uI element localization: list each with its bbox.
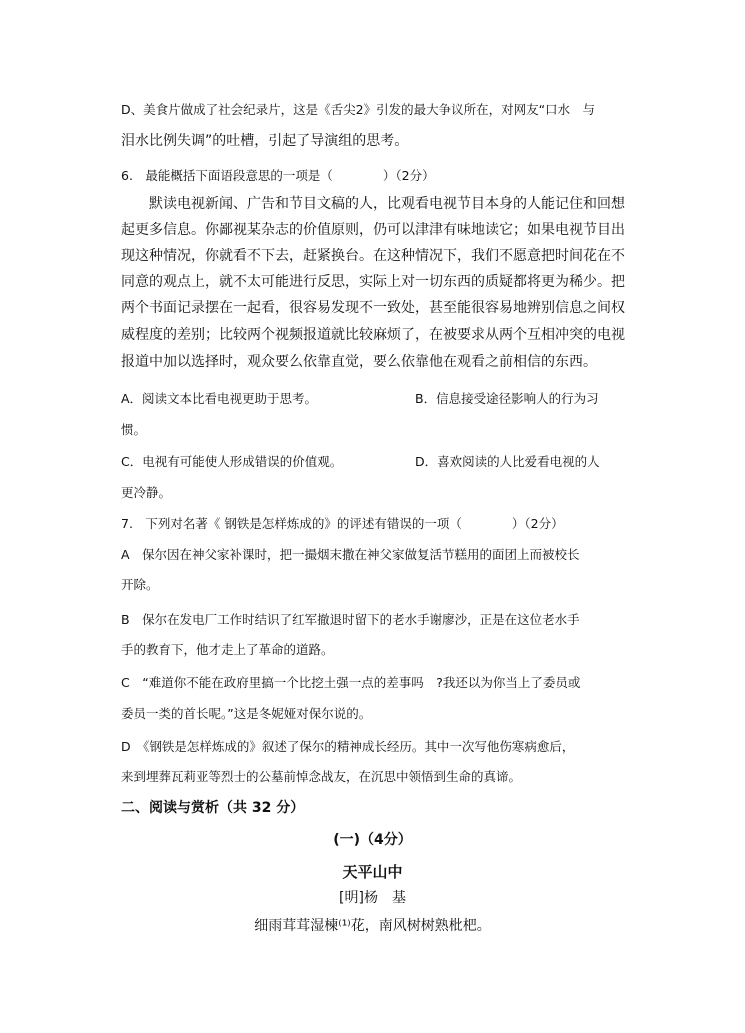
q6-passage-line: 同意的观点上，就不太可能进行反思，实际上对一切东西的质疑都将更为稀少。把	[121, 274, 625, 290]
subsection-heading: (一)（4分）	[333, 832, 412, 848]
q6-option-a: A．阅读文本比看电视更助于思考。	[121, 391, 318, 406]
q6-passage-line: 现这种情况，你就看不下去，赶紧换台。在这种情况下，我们不愿意把时间花在不	[121, 248, 625, 264]
section-heading: 二、阅读与赏析（共 32 分）	[121, 800, 305, 816]
q7-option-a-line1: A 保尔因在神父家补课时，把一撮烟末撒在神父家做复活节糕用的面团上而被校长	[121, 547, 580, 562]
q6-option-c: C．电视有可能使人形成错误的价值观。	[121, 454, 343, 469]
q7-option-d-line1: D 《钢铁是怎样炼成的》叙述了保尔的精神成长经历。其中一次写他伤寒病愈后，	[121, 739, 575, 754]
poem-author: [明]杨 基	[339, 890, 406, 906]
q6-passage-line: 报道中加以选择时，观众要么依靠直觉，要么依靠他在观看之前相信的东西。	[121, 354, 597, 370]
q7-option-b-line2: 手的教育下，他才走上了革命的道路。	[121, 642, 334, 657]
q6-passage-line: 默读电视新闻、广告和节目文稿的人，比观看电视节目本身的人能记住和回想	[149, 196, 625, 212]
q7-option-c-line1: C “难道你不能在政府里搞一个比挖土强一点的差事吗 ?我还以为你当上了委员或	[121, 675, 581, 690]
poem-line: 细雨茸茸湿楝⁽¹⁾花，南风树树熟枇杷。	[254, 918, 491, 934]
q5-option-d-line1: D、美食片做成了社会纪录片，这是《舌尖2》引发的最大争议所在，对网友“口水 与	[121, 102, 596, 117]
q6-option-b-line2: 惯。	[121, 422, 147, 437]
q7-option-a-line2: 开除。	[121, 577, 159, 592]
q6-option-d-line2: 更冷静。	[121, 485, 172, 500]
q5-option-d-line2: 泪水比例失调”的吐槽，引起了导演组的思考。	[121, 133, 409, 149]
q6-passage-line: 威程度的差别；比较两个视频报道就比较麻烦了，在被要求从两个互相冲突的电视	[121, 327, 625, 343]
q6-passage-line: 两个书面记录摆在一起看，很容易发现不一致处，甚至能很容易地辨别信息之间权	[121, 300, 625, 316]
poem-title: 天平山中	[342, 863, 403, 881]
q6-option-b-line1: B．信息接受途径影响人的行为习	[415, 391, 599, 406]
q7-option-d-line2: 来到埋葬瓦莉亚等烈士的公墓前悼念战友，在沉思中领悟到生命的真谛。	[121, 769, 522, 784]
q6-stem: 6. 最能概括下面语段意思的一项是（ ）（2分）	[121, 168, 435, 183]
q6-passage-line: 起更多信息。你鄙视某杂志的价值原则，仍可以津津有味地读它；如果电视节目出	[121, 222, 625, 238]
q7-option-c-line2: 委员一类的首长呢。”这是冬妮娅对保尔说的。	[121, 706, 372, 721]
q7-stem: 7. 下列对名著《 钢铁是怎样炼成的》的评述有错误的一项（ ）（2分）	[121, 516, 564, 531]
q7-option-b-line1: B 保尔在发电厂工作时结识了红军撤退时留下的老水手谢廖沙，正是在这位老水手	[121, 612, 580, 627]
q6-option-d-line1: D．喜欢阅读的人比爱看电视的人	[415, 454, 600, 469]
